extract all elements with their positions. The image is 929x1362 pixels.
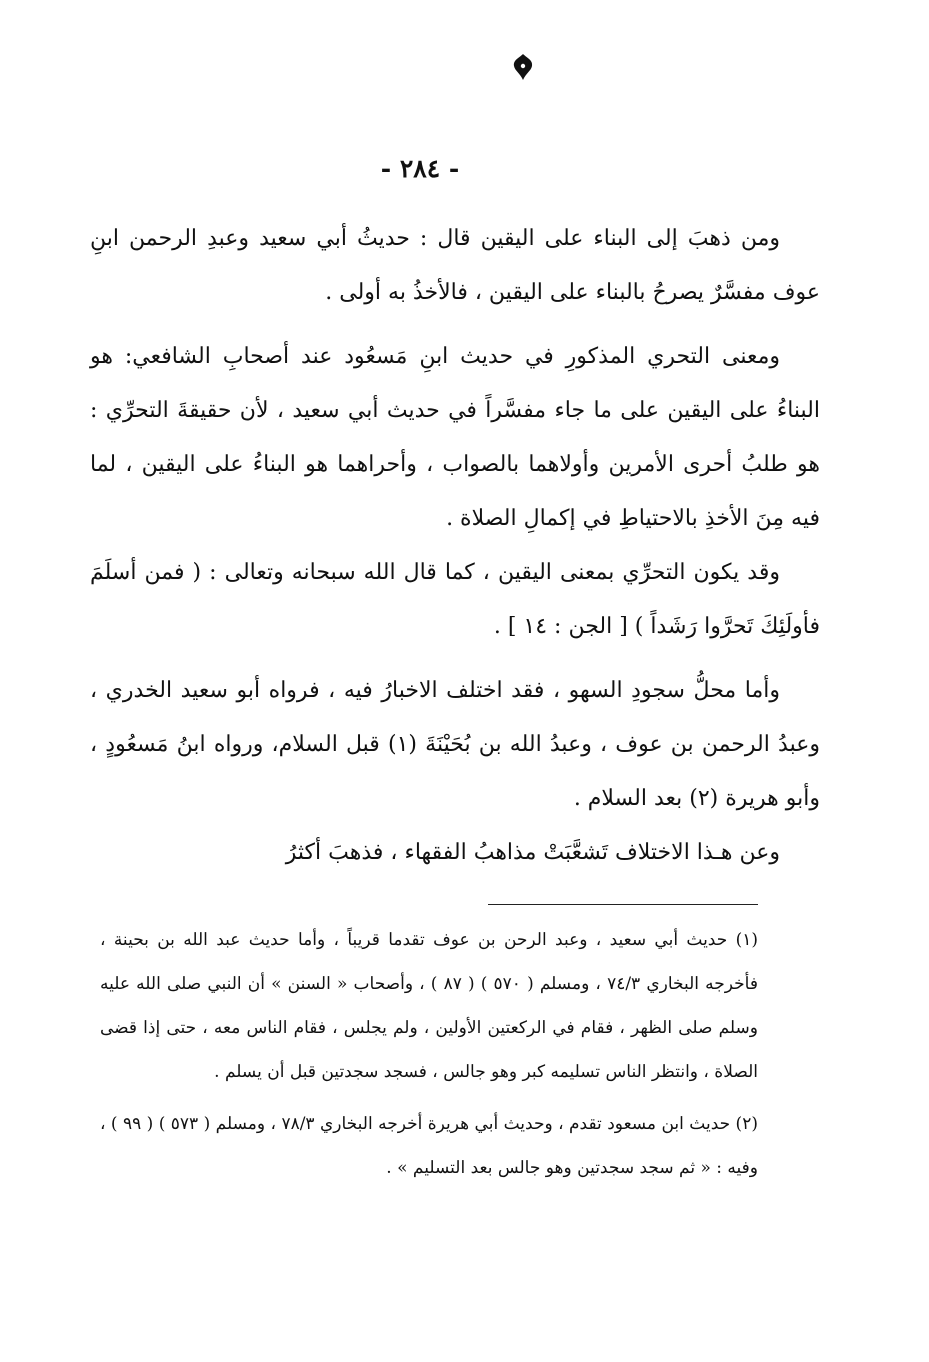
paragraph-4: وأما محلُّ سجودِ السهو ، فقد اختلف الاخبارُ فيه ، فرواه أبو سعيد الخدري ، وعبدُ الرحمن بن عوف ، وعبدُ الله بن بُحَيْنَةَ (١) قبل السلام، ورواه ابنُ مَسعُودٍ ، وأبو هريرة (٢) بعد السلام .	[90, 678, 820, 811]
page-number: - ٢٨٤ -	[380, 154, 460, 183]
paragraph-1: ومن ذهبَ إلى البناء على اليقين قال : حديثُ أبي سعيد وعبدِ الرحمن ابنِ عوف مفسَّرٌ يصرحُ بالبناء على اليقين ، فالأخذُ به أولى .	[90, 226, 820, 305]
footnote-1: (١) حديث أبي سعيد ، وعبد الرحن بن عوف تقدما قريباً ، وأما حديث عبد الله بن بحينة ، فأخرجه البخاري ٧٤/٣ ، ومسلم ( ٥٧٠ ) ( ٨٧ ) ، وأصحاب « السنن » أن النبي صلى الله عليه وسلم صلى الظهر ، فقام في الركعتين الأولين ، ولم يجلس ، فقام الناس معه ، حتى إذا قضى الصلاة ، وانتظر الناس تسليمه كبر وهو جالس ، فسجد سجدتين قبل أن يسلم .	[100, 930, 758, 1082]
footnotes	[100, 918, 758, 1190]
paragraph-5: وعن هـذا الاختلاف تَشعَّبَتْ مذاهبُ الفقهاء ، فذهبَ أكثرُ	[285, 840, 780, 865]
paragraph-3: وقد يكون التحرِّي بمعنى اليقين ، كما قال الله سبحانه وتعالى : ( فمن أسلَمَ فأولَئِكَ تَحرَّوا رَشَداً ) [ الجن : ١٤ ] .	[90, 560, 820, 639]
footnote-divider	[488, 904, 758, 905]
main-text	[90, 212, 820, 880]
footnote-2: (٢) حديث ابن مسعود تقدم ، وحديث أبي هريرة أخرجه البخاري ٧٨/٣ ، ومسلم ( ٥٧٣ ) ( ٩٩ ) ، وفيه : « ثم سجد سجدتين وهو جالس بعد التسليم » .	[100, 1114, 758, 1178]
paragraph-2: ومعنى التحري المذكورِ في حديث ابنِ مَسعُود عند أصحابِ الشافعي: هو البناءُ على اليقين على ما جاء مفسَّراً في حديث أبي سعيد ، لأن حقيقةَ التحرِّي : هو طلبُ أحرى الأمرين وأولاهما بالصواب ، وأحراهما هو البناءُ على اليقين ، لما فيه مِنَ الأخذِ بالاحتياطِ في إكمالِ الصلاة .	[90, 344, 820, 531]
leaf-ornament-icon	[508, 52, 538, 82]
